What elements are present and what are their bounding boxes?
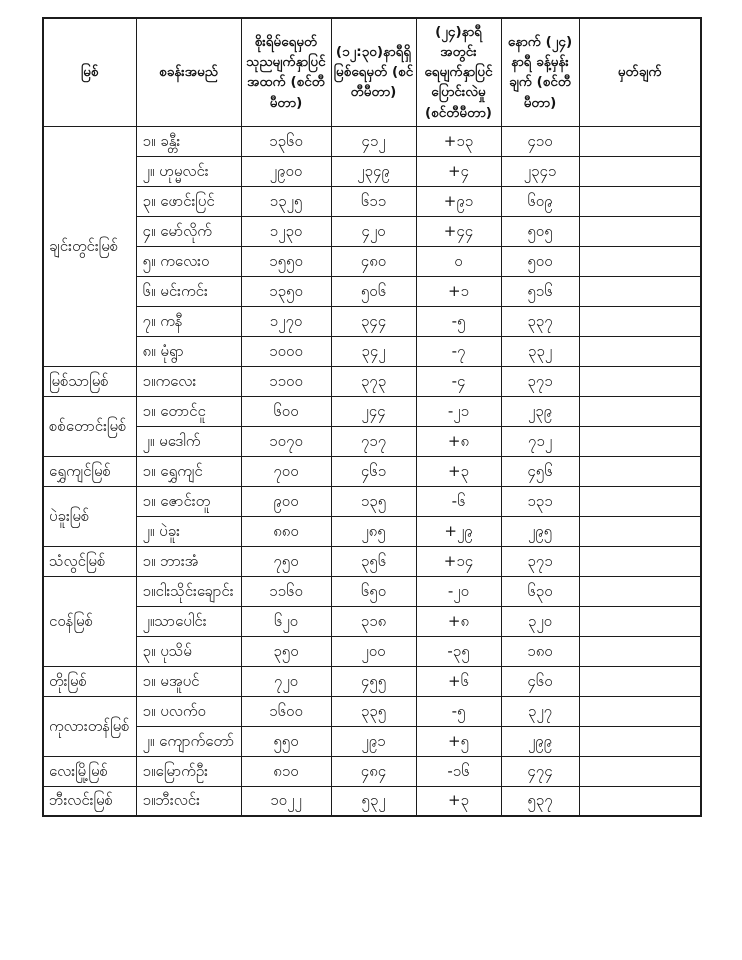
river-water-level-table	[42, 17, 702, 817]
table-row	[43, 756, 701, 786]
table-row	[43, 246, 701, 276]
danger-level-cell: ၉၀၀	[241, 486, 331, 516]
river-name-cell: ကုလားတန်မြစ်	[43, 696, 136, 756]
station-name-cell: ၁။မြောက်ဦး	[136, 756, 241, 786]
change-cell: +၉၁	[416, 186, 501, 216]
change-cell: +၁	[416, 276, 501, 306]
table-row	[43, 396, 701, 426]
station-name-cell: ၁။ငါးသိုင်းချောင်း	[136, 576, 241, 606]
remark-cell	[579, 786, 701, 816]
current-level-cell: ၂၄၄	[331, 396, 416, 426]
table-row	[43, 126, 701, 156]
remark-cell	[579, 486, 701, 516]
forecast-cell: ၁၈၀	[501, 636, 579, 666]
forecast-cell: ၂၃၉	[501, 396, 579, 426]
station-name-cell: ၃။ ဖောင်းပြင်	[136, 186, 241, 216]
col-header-river: မြစ်	[43, 18, 136, 126]
change-cell: +၅	[416, 726, 501, 756]
forecast-cell: ၇၁၂	[501, 426, 579, 456]
forecast-cell: ၃၃၇	[501, 306, 579, 336]
table-row	[43, 516, 701, 546]
current-level-cell: ၃၅၆	[331, 546, 416, 576]
remark-cell	[579, 336, 701, 366]
remark-cell	[579, 126, 701, 156]
danger-level-cell: ၈၈၀	[241, 516, 331, 546]
station-name-cell: ၇။ ကနီ	[136, 306, 241, 336]
table-row	[43, 606, 701, 636]
danger-level-cell: ၇၅၀	[241, 546, 331, 576]
table-row	[43, 546, 701, 576]
danger-level-cell: ၁၀၂၂	[241, 786, 331, 816]
forecast-cell: ၂၉၉	[501, 726, 579, 756]
station-name-cell: ၁။ ဘားအံ	[136, 546, 241, 576]
current-level-cell: ၂၀၀	[331, 636, 416, 666]
table-row	[43, 456, 701, 486]
current-level-cell: ၅၃၂	[331, 786, 416, 816]
river-name-cell: ငဝန်မြစ်	[43, 576, 136, 666]
station-name-cell: ၁။ဘီးလင်း	[136, 786, 241, 816]
forecast-cell: ၅၀၀	[501, 246, 579, 276]
forecast-cell: ၂၉၅	[501, 516, 579, 546]
danger-level-cell: ၆၀၀	[241, 396, 331, 426]
col-header-24h-forecast: နောက် (၂၄) နာရီ ခန့်မှန်းချက် (စင်တီမီတာ)	[501, 18, 579, 126]
forecast-cell: ၃၂၇	[501, 696, 579, 726]
current-level-cell: ၄၂၀	[331, 216, 416, 246]
remark-cell	[579, 306, 701, 336]
table-row	[43, 786, 701, 816]
river-name-cell: ဘီးလင်းမြစ်	[43, 786, 136, 816]
station-name-cell: ၁။ ပလက်ဝ	[136, 696, 241, 726]
current-level-cell: ၃၁၈	[331, 606, 416, 636]
col-header-remarks: မှတ်ချက်	[579, 18, 701, 126]
forecast-cell: ၄၆၀	[501, 666, 579, 696]
change-cell: -၄	[416, 366, 501, 396]
danger-level-cell: ၁၃၅၀	[241, 276, 331, 306]
table-row	[43, 426, 701, 456]
table-row	[43, 156, 701, 186]
river-name-cell: သံလွင်မြစ်	[43, 546, 136, 576]
remark-cell	[579, 666, 701, 696]
danger-level-cell: ၁၃၂၅	[241, 186, 331, 216]
remark-cell	[579, 246, 701, 276]
station-name-cell: ၆။ မင်းကင်း	[136, 276, 241, 306]
remark-cell	[579, 576, 701, 606]
forecast-cell: ၆၃၀	[501, 576, 579, 606]
danger-level-cell: ၁၁၆၀	[241, 576, 331, 606]
station-name-cell: ၁။ ရွှေကျင်	[136, 456, 241, 486]
change-cell: +၆	[416, 666, 501, 696]
current-level-cell: ၄၅၅	[331, 666, 416, 696]
remark-cell	[579, 696, 701, 726]
forecast-cell: ၃၇၁	[501, 546, 579, 576]
remark-cell	[579, 636, 701, 666]
danger-level-cell: ၂၉၀၀	[241, 156, 331, 186]
table-row	[43, 726, 701, 756]
remark-cell	[579, 606, 701, 636]
station-name-cell: ၁။ ဇောင်းတူ	[136, 486, 241, 516]
remark-cell	[579, 186, 701, 216]
station-name-cell: ၂။ မဒေါက်	[136, 426, 241, 456]
forecast-cell: ၆၀၉	[501, 186, 579, 216]
danger-level-cell: ၁၂၇၀	[241, 306, 331, 336]
station-name-cell: ၁။ မအူပင်	[136, 666, 241, 696]
table-row	[43, 186, 701, 216]
change-cell: -၅	[416, 696, 501, 726]
table-row	[43, 696, 701, 726]
danger-level-cell: ၈၁၀	[241, 756, 331, 786]
change-cell: +၈	[416, 426, 501, 456]
river-name-cell: တိုးမြစ်	[43, 666, 136, 696]
station-name-cell: ၂။ ဟုမ္မလင်း	[136, 156, 241, 186]
table-row	[43, 576, 701, 606]
table-row	[43, 636, 701, 666]
current-level-cell: ၆၅၀	[331, 576, 416, 606]
change-cell: +၁၃	[416, 126, 501, 156]
current-level-cell: ၇၁၇	[331, 426, 416, 456]
station-name-cell: ၄။ မော်လိုက်	[136, 216, 241, 246]
current-level-cell: ၅၀၆	[331, 276, 416, 306]
current-level-cell: ၄၈၄	[331, 756, 416, 786]
change-cell: +၄	[416, 156, 501, 186]
current-level-cell: ၂၈၅	[331, 516, 416, 546]
change-cell: -၅	[416, 306, 501, 336]
station-name-cell: ၁။ ခန္တီး	[136, 126, 241, 156]
danger-level-cell: ၃၅၀	[241, 636, 331, 666]
change-cell: ၀	[416, 246, 501, 276]
remark-cell	[579, 216, 701, 246]
danger-level-cell: ၁၆၀၀	[241, 696, 331, 726]
col-header-danger-level: စိုးရိမ်ရေမှတ် သုညမျက်နှာပြင် အထက် (စင်တီမီတာ)	[241, 18, 331, 126]
river-name-cell: ရွှေကျင်မြစ်	[43, 456, 136, 486]
col-header-station-name: စခန်းအမည်	[136, 18, 241, 126]
river-name-cell: ပဲခူးမြစ်	[43, 486, 136, 546]
remark-cell	[579, 726, 701, 756]
change-cell: +၃	[416, 786, 501, 816]
remark-cell	[579, 516, 701, 546]
table-row	[43, 366, 701, 396]
table-row	[43, 666, 701, 696]
remark-cell	[579, 456, 701, 486]
change-cell: +၃	[416, 456, 501, 486]
table-row	[43, 336, 701, 366]
current-level-cell: ၃၃၅	[331, 696, 416, 726]
current-level-cell: ၃၇၃	[331, 366, 416, 396]
forecast-cell: ၂၃၄၁	[501, 156, 579, 186]
forecast-cell: ၃၇၁	[501, 366, 579, 396]
river-name-cell: မြစ်သာမြစ်	[43, 366, 136, 396]
change-cell: +၄၄	[416, 216, 501, 246]
current-level-cell: ၄၁၂	[331, 126, 416, 156]
col-header-current-level: (၁၂:၃၀)နာရီရှိ မြစ်ရေမှတ် (စင်တီမီတာ)	[331, 18, 416, 126]
current-level-cell: ၁၃၅	[331, 486, 416, 516]
forecast-cell: ၃၂၀	[501, 606, 579, 636]
current-level-cell: ၆၁၁	[331, 186, 416, 216]
change-cell: -၆	[416, 486, 501, 516]
forecast-cell: ၄၇၄	[501, 756, 579, 786]
table-row	[43, 486, 701, 516]
current-level-cell: ၂၃၄၉	[331, 156, 416, 186]
station-name-cell: ၂။သာပေါင်း	[136, 606, 241, 636]
change-cell: +၈	[416, 606, 501, 636]
remark-cell	[579, 276, 701, 306]
current-level-cell: ၄၆၁	[331, 456, 416, 486]
change-cell: -၃၅	[416, 636, 501, 666]
remark-cell	[579, 156, 701, 186]
remark-cell	[579, 426, 701, 456]
change-cell: -၂၀	[416, 576, 501, 606]
river-name-cell: ချင်းတွင်းမြစ်	[43, 126, 136, 366]
station-name-cell: ၈။ မုံရွာ	[136, 336, 241, 366]
table-row	[43, 276, 701, 306]
danger-level-cell: ၇၂၀	[241, 666, 331, 696]
forecast-cell: ၅၀၅	[501, 216, 579, 246]
station-name-cell: ၅။ ကလေးဝ	[136, 246, 241, 276]
remark-cell	[579, 546, 701, 576]
current-level-cell: ၃၄၂	[331, 336, 416, 366]
danger-level-cell: ၁၅၅၀	[241, 246, 331, 276]
forecast-cell: ၁၃၁	[501, 486, 579, 516]
danger-level-cell: ၇၀၀	[241, 456, 331, 486]
table-row	[43, 306, 701, 336]
current-level-cell: ၄၈၀	[331, 246, 416, 276]
forecast-cell: ၄၅၆	[501, 456, 579, 486]
forecast-cell: ၅၃၇	[501, 786, 579, 816]
danger-level-cell: ၆၂၀	[241, 606, 331, 636]
remark-cell	[579, 366, 701, 396]
danger-level-cell: ၁၂၃၀	[241, 216, 331, 246]
change-cell: -၂၁	[416, 396, 501, 426]
change-cell: +၁၄	[416, 546, 501, 576]
station-name-cell: ၂။ ကျောက်တော်	[136, 726, 241, 756]
danger-level-cell: ၁၀၀၀	[241, 336, 331, 366]
station-name-cell: ၃။ ပုသိမ်	[136, 636, 241, 666]
danger-level-cell: ၁၃၆၀	[241, 126, 331, 156]
river-name-cell: စစ်တောင်းမြစ်	[43, 396, 136, 456]
danger-level-cell: ၅၅၀	[241, 726, 331, 756]
station-name-cell: ၁။ကလေး	[136, 366, 241, 396]
col-header-24h-change: (၂၄)နာရီအတွင်း ရေမျက်နှာပြင် ပြောင်းလဲမှု (စင်တီမီတာ)	[416, 18, 501, 126]
river-name-cell: လေးမြို့မြစ်	[43, 756, 136, 786]
current-level-cell: ၃၄၄	[331, 306, 416, 336]
danger-level-cell: ၁၁၀၀	[241, 366, 331, 396]
remark-cell	[579, 396, 701, 426]
station-name-cell: ၁။ တောင်ငူ	[136, 396, 241, 426]
station-name-cell: ၂။ ပဲခူး	[136, 516, 241, 546]
change-cell: -၇	[416, 336, 501, 366]
change-cell: -၁၆	[416, 756, 501, 786]
current-level-cell: ၂၉၁	[331, 726, 416, 756]
table-row	[43, 216, 701, 246]
danger-level-cell: ၁၀၇၀	[241, 426, 331, 456]
forecast-cell: ၃၃၂	[501, 336, 579, 366]
change-cell: +၂၉	[416, 516, 501, 546]
forecast-cell: ၅၁၆	[501, 276, 579, 306]
remark-cell	[579, 756, 701, 786]
header-row	[43, 18, 701, 126]
forecast-cell: ၄၁၀	[501, 126, 579, 156]
